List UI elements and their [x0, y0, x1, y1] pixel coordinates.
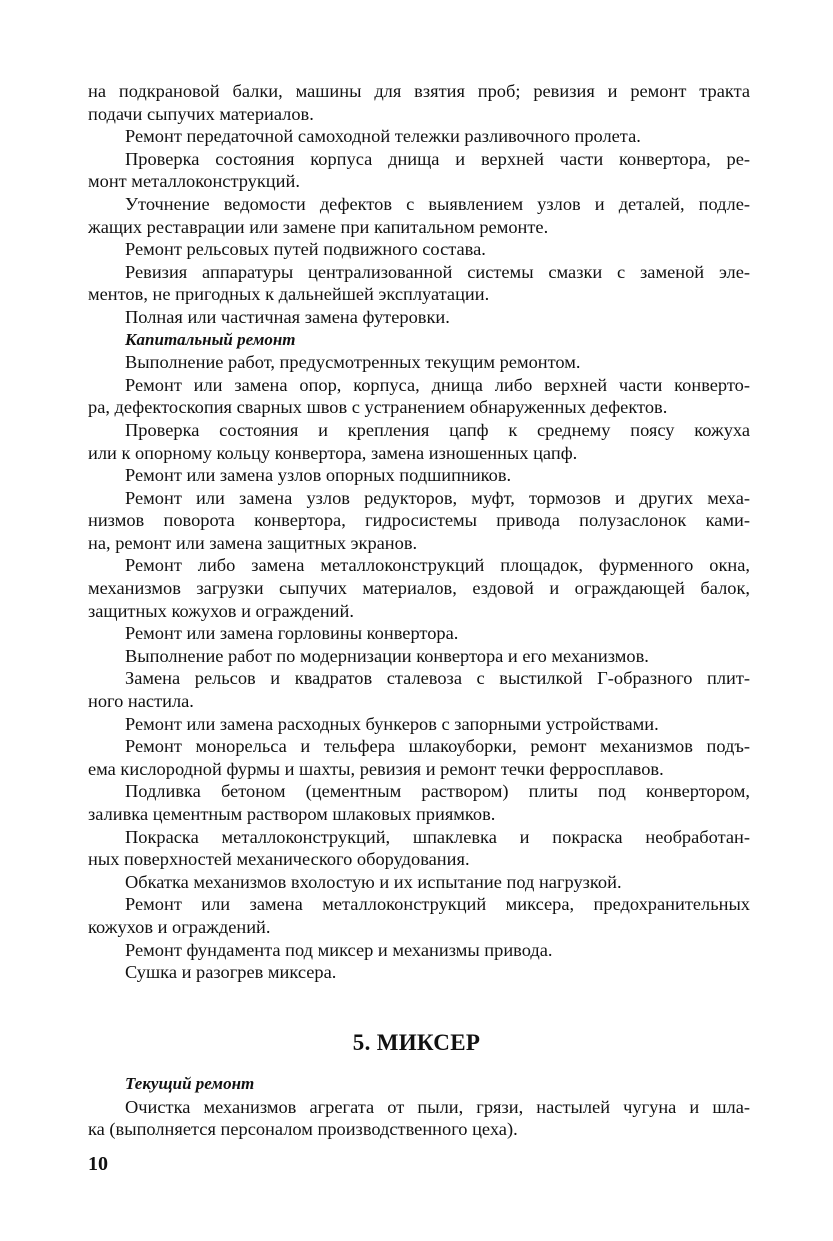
text-line: Ревизия аппаратуры централизованной системы смазки с заменой эле-	[125, 261, 750, 282]
text-line: заливка цементным раствором шлаковых приямков.	[88, 804, 496, 824]
text-line: Выполнение работ по модернизации конвертора и его механизмов.	[125, 645, 649, 666]
text-line: Обкатка механизмов вхолостую и их испытание под нагрузкой.	[125, 871, 622, 892]
text-line: Полная или частичная замена футеровки.	[125, 306, 450, 327]
page-number: 10	[88, 1153, 108, 1175]
main-text-block	[88, 80, 750, 984]
text-line: ментов, не пригодных к дальнейшей эксплуатации.	[88, 284, 490, 305]
text-line: монт металлоконструкций.	[88, 171, 300, 192]
text-line: Ремонт или замена узлов опорных подшипников.	[125, 465, 512, 486]
text-line: на подкрановой балки, машины для взятия проб; ревизия и ремонт тракта	[88, 81, 750, 101]
text-line: Ремонт или замена расходных бункеров с запорными устройствами.	[125, 713, 659, 734]
text-line: Ремонт рельсовых путей подвижного состава.	[125, 239, 486, 260]
text-line: подачи сыпучих материалов.	[88, 103, 314, 124]
text-line: Покраска металлоконструкций, шпаклевка и покраска необработан-	[125, 826, 750, 847]
text-line: ра, дефектоскопия сварных швов с устранением обнаруженных дефектов.	[88, 397, 668, 418]
text-line: жащих реставрации или замене при капитальном ремонте.	[88, 216, 549, 237]
subsection-heading: Капитальный ремонт	[125, 329, 296, 349]
text-line: Ремонт или замена металлоконструкций миксера, предохранительных	[125, 894, 750, 915]
text-line: Ремонт либо замена металлоконструкций площадок, фурменного окна,	[125, 555, 750, 576]
text-line: Очистка механизмов агрегата от пыли, грязи, настылей чугуна и шла-	[125, 1096, 750, 1117]
subsection-heading: Текущий ремонт	[125, 1074, 255, 1093]
text-line: Ремонт фундамента под миксер и механизмы привода.	[125, 939, 553, 960]
text-line: Замена рельсов и квадратов сталевоза с выстилкой Г-образного плит-	[125, 668, 750, 689]
text-line: Выполнение работ, предусмотренных текущим ремонтом.	[125, 352, 581, 373]
text-line: ема кислородной фурмы и шахты, ревизия и ремонт течки ферросплавов.	[88, 758, 664, 779]
text-line: Проверка состояния и крепления цапф к среднему поясу кожуха	[125, 419, 750, 440]
text-line: защитных кожухов и ограждений.	[88, 600, 354, 621]
text-line: Ремонт или замена горловины конвертора.	[125, 623, 459, 644]
text-line: Ремонт или замена опор, корпуса, днища либо верхней части конверто-	[125, 374, 750, 395]
text-line: Ремонт передаточной самоходной тележки разливочного пролета.	[125, 126, 641, 147]
section-title: 5. МИКСЕР	[352, 1030, 481, 1055]
text-line: Подливка бетоном (цементным раствором) плиты под конвертором,	[125, 781, 750, 802]
text-line: ка (выполняется персоналом производственного цеха).	[88, 1119, 518, 1140]
text-line: ного настила.	[88, 691, 194, 712]
text-line: Сушка и разогрев миксера.	[125, 962, 337, 983]
text-line: кожухов и ограждений.	[88, 916, 271, 937]
text-line: низмов поворота конвертора, гидросистемы привода полузаслонок ками-	[88, 510, 750, 531]
text-line: Уточнение ведомости дефектов с выявлением узлов и деталей, подле-	[125, 193, 750, 214]
text-line: Ремонт или замена узлов редукторов, муфт, тормозов и других меха-	[125, 487, 750, 508]
section-text-block	[88, 1073, 750, 1141]
text-line: механизмов загрузки сыпучих материалов, ездовой и ограждающей балок,	[88, 578, 750, 599]
text-line: Ремонт монорельса и тельфера шлакоуборки, ремонт механизмов подъ-	[125, 736, 750, 757]
text-line: ных поверхностей механического оборудования.	[88, 849, 470, 870]
text-line: на, ремонт или замена защитных экранов.	[88, 532, 418, 553]
text-line: Проверка состояния корпуса днища и верхней части конвертора, ре-	[125, 148, 750, 169]
text-line: или к опорному кольцу конвертора, замена изношенных цапф.	[88, 442, 578, 463]
